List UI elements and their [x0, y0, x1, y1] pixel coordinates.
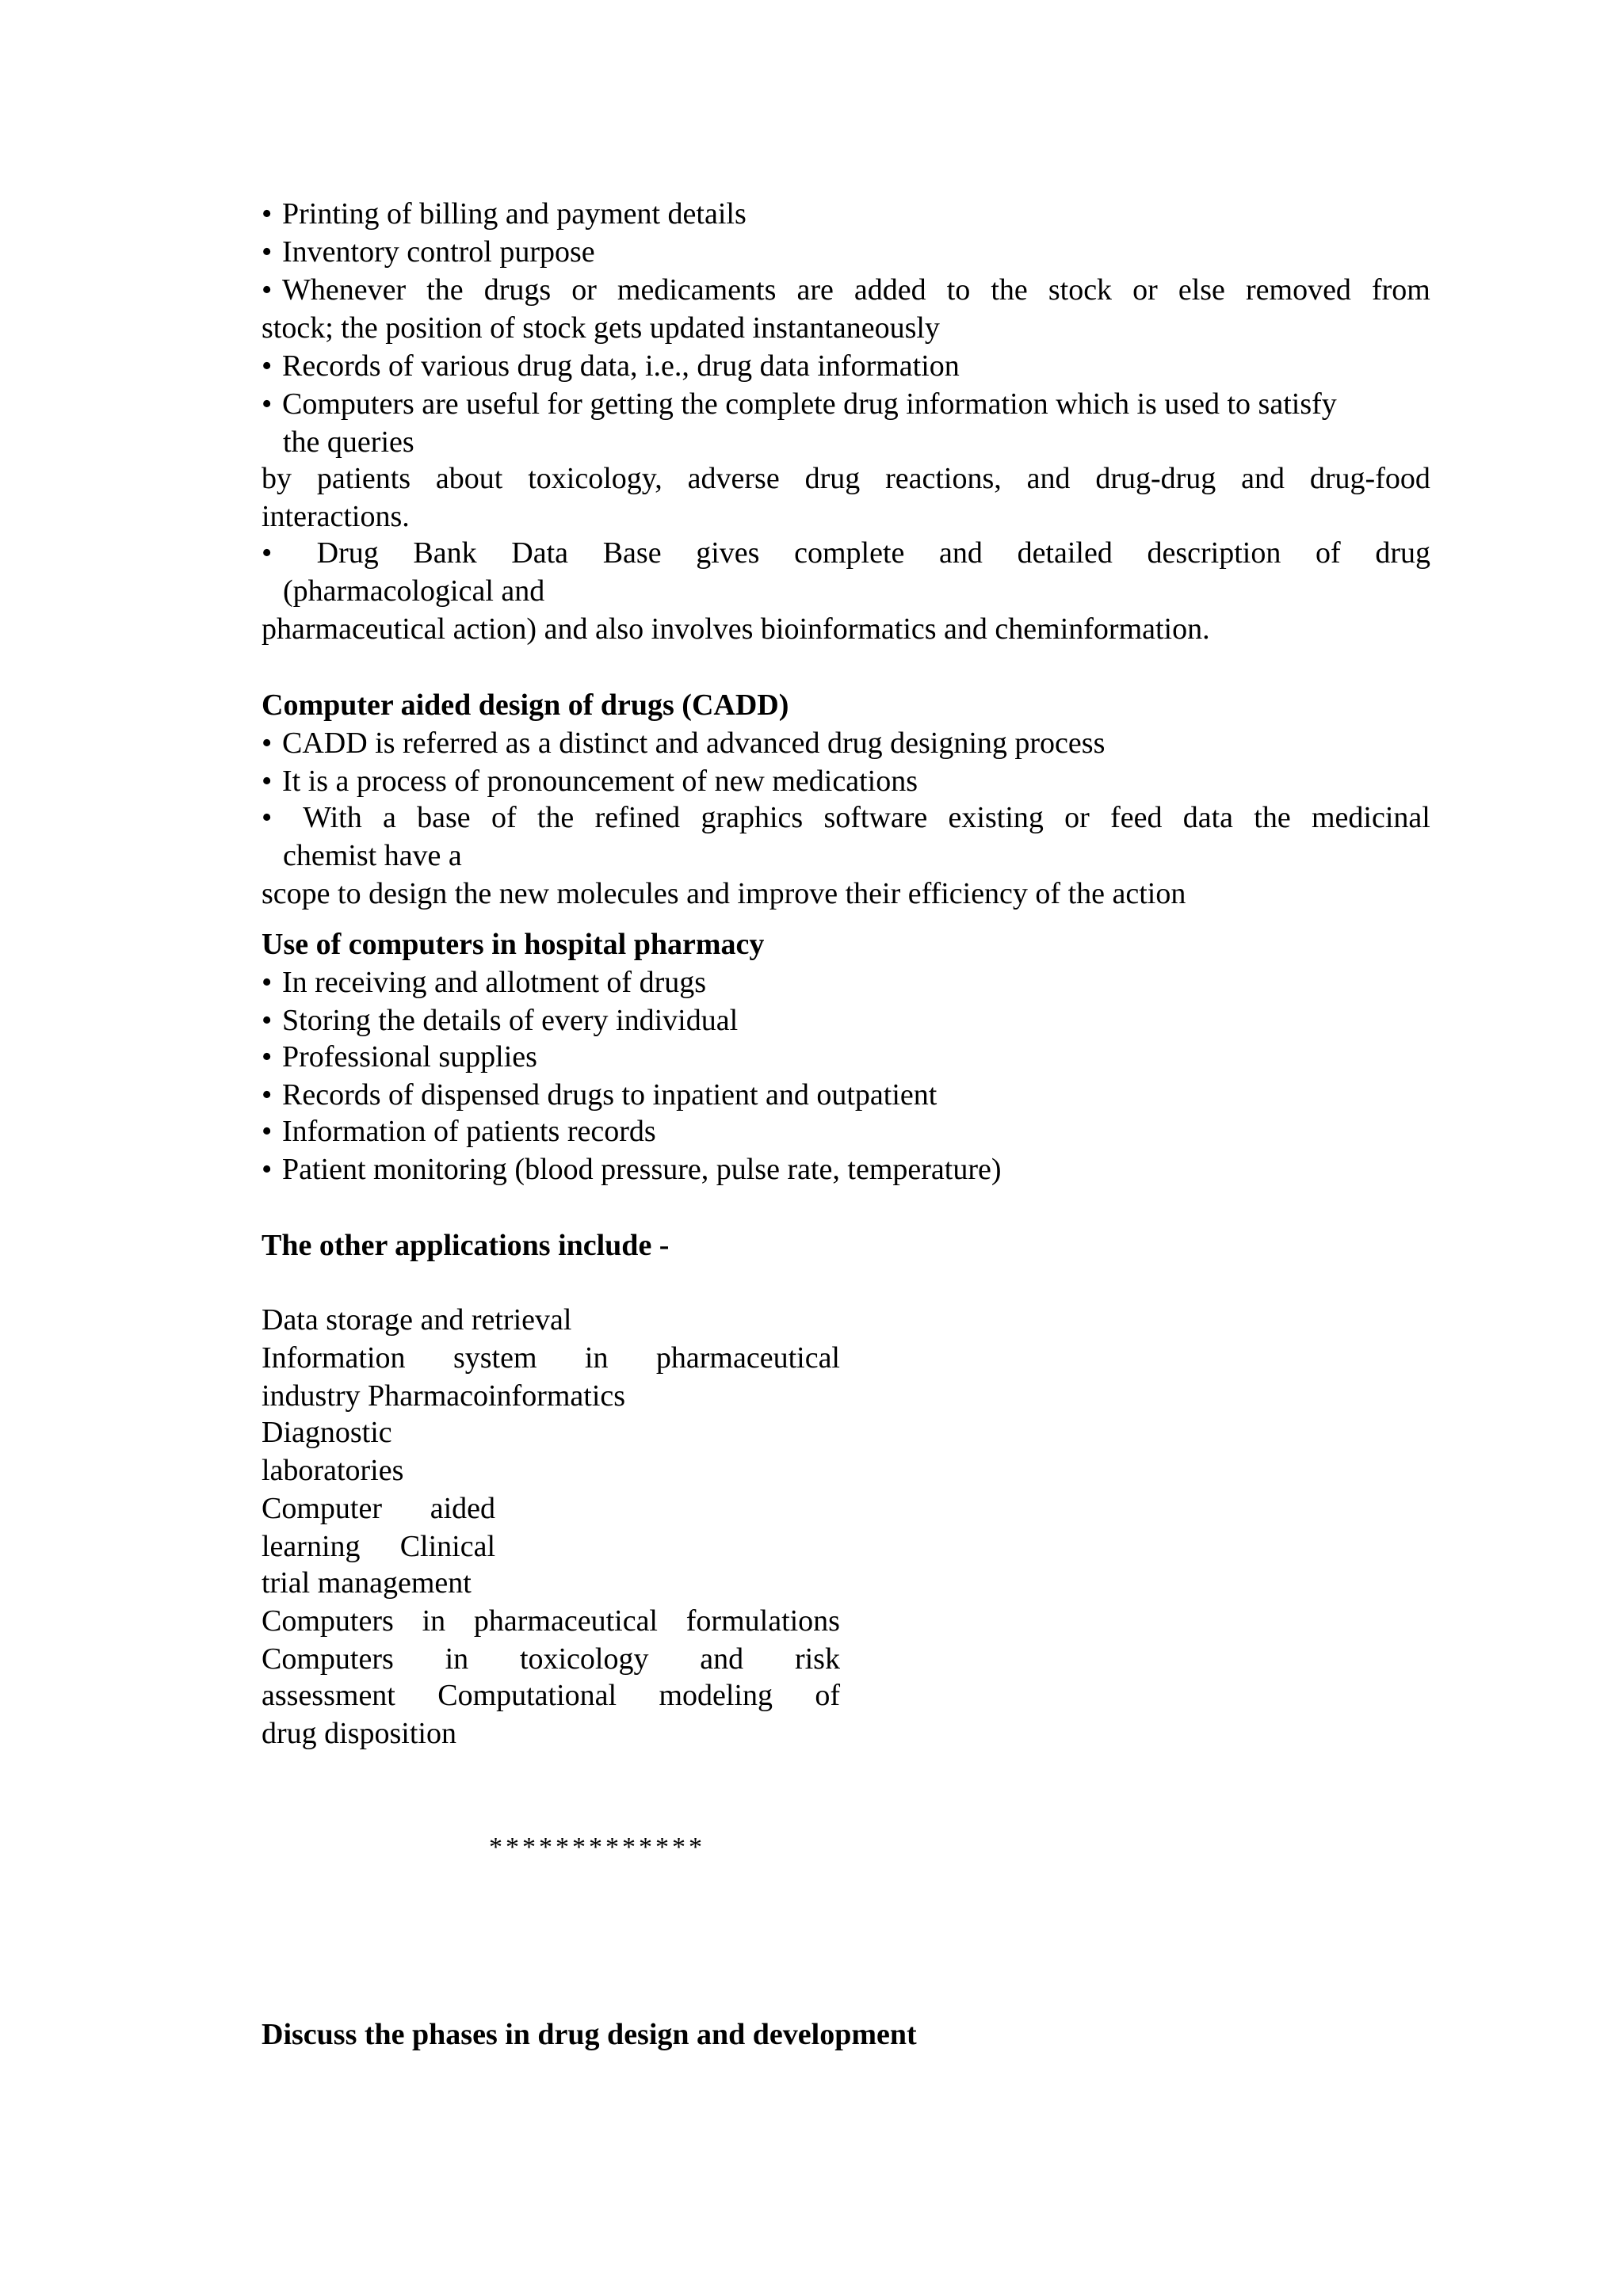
list-item-text: CADD is referred as a distinct and advanced drug designing process — [282, 727, 1106, 760]
word: or — [1132, 273, 1158, 307]
word: risk — [794, 1642, 840, 1676]
bullet-icon: • — [262, 235, 273, 269]
word: Computer — [262, 1492, 382, 1525]
list-item — [262, 235, 595, 269]
list-item-text: Computers are useful for getting the complete drug information which is used to satisfy — [282, 387, 1337, 421]
list-item — [262, 1114, 656, 1149]
bullet-icon: • — [262, 349, 273, 383]
word: in — [422, 1604, 446, 1638]
word: patients — [316, 462, 411, 495]
bullet-icon: • — [262, 1004, 273, 1037]
text-line: laboratories — [262, 1454, 404, 1487]
word: description — [1147, 536, 1281, 570]
word: Information — [262, 1341, 406, 1375]
separator: ************* — [489, 1833, 705, 1862]
bullet-icon: • — [262, 1078, 273, 1112]
word: in — [445, 1642, 469, 1676]
text-line: stock; the position of stock gets updated instantaneously — [262, 311, 940, 345]
text-line — [262, 1529, 495, 1564]
word: and — [1241, 462, 1285, 495]
word: medicaments — [617, 273, 777, 307]
word: detailed — [1017, 536, 1113, 570]
word: With — [303, 801, 362, 834]
section-heading: Discuss the phases in drug design and development — [262, 2018, 917, 2051]
word: the — [426, 273, 464, 307]
list-item — [262, 764, 918, 799]
list-item — [262, 1152, 1002, 1187]
word: drug — [1375, 536, 1430, 570]
word: Bank — [413, 536, 477, 570]
word: existing — [948, 801, 1044, 834]
word: modeling — [659, 1679, 773, 1712]
word: complete — [794, 536, 905, 570]
bullet-icon: • — [262, 966, 273, 999]
word: Computers — [262, 1604, 394, 1638]
word: adverse — [687, 462, 780, 495]
word: pharmaceutical — [655, 1341, 840, 1375]
bullet-icon: • — [262, 536, 273, 570]
word: Drug — [316, 536, 379, 570]
word: medicinal — [1311, 801, 1430, 834]
word: and — [1026, 462, 1071, 495]
bullet-icon: • — [262, 387, 273, 421]
word: the — [537, 801, 575, 834]
text-line: scope to design the new molecules and improve their efficiency of the action — [262, 877, 1186, 910]
word: Computers — [262, 1642, 394, 1676]
word: aided — [430, 1492, 495, 1525]
word: stock — [1048, 273, 1113, 307]
section-heading: Computer aided design of drugs (CADD) — [262, 688, 789, 722]
text-line: chemist have a — [283, 839, 462, 872]
list-item — [262, 965, 706, 1000]
word: the — [1254, 801, 1291, 834]
list-item-text: Inventory control purpose — [282, 235, 595, 269]
list-item — [262, 1077, 937, 1112]
list-item-text: Printing of billing and payment details — [282, 197, 747, 231]
list-item-text: Patient monitoring (blood pressure, pulse rate, temperature) — [282, 1153, 1002, 1186]
word: drug-food — [1309, 462, 1430, 495]
word: and — [939, 536, 983, 570]
list-item-text: Records of dispensed drugs to inpatient and outpatient — [282, 1078, 938, 1112]
text-line: (pharmacological and — [283, 574, 545, 608]
section-heading: Use of computers in hospital pharmacy — [262, 928, 765, 961]
word: added — [854, 273, 926, 307]
word: Base — [602, 536, 662, 570]
word: feed — [1110, 801, 1163, 834]
list-item — [262, 726, 1105, 761]
text-line: pharmaceutical action) and also involves bioinformatics and cheminformation. — [262, 612, 1210, 646]
list-item-text — [282, 273, 1430, 307]
text-line — [262, 1491, 495, 1526]
word: formulations — [685, 1604, 840, 1638]
bullet-icon: • — [262, 765, 273, 798]
word: about — [435, 462, 503, 495]
list-item-text: It is a process of pronouncement of new medications — [282, 765, 918, 798]
list-item — [262, 1039, 537, 1074]
word: in — [584, 1341, 609, 1375]
list-item — [262, 196, 747, 231]
word: by — [262, 462, 292, 495]
list-item-text: In receiving and allotment of drugs — [282, 966, 707, 999]
text-line: drug disposition — [262, 1717, 456, 1750]
bullet-icon: • — [262, 1040, 273, 1074]
word: of — [491, 801, 517, 834]
text-line — [262, 1604, 840, 1638]
list-item-text: Records of various drug data, i.e., drug data information — [282, 349, 960, 383]
section-heading: The other applications include - — [262, 1229, 670, 1262]
list-item-text: Information of patients records — [282, 1115, 656, 1148]
word: pharmaceutical — [473, 1604, 658, 1638]
word: gives — [696, 536, 760, 570]
word: the — [991, 273, 1028, 307]
list-item — [262, 800, 1430, 835]
bullet-icon: • — [262, 1153, 273, 1186]
word: learning — [262, 1530, 361, 1563]
text-line: the queries — [283, 425, 414, 459]
word: Clinical — [399, 1530, 495, 1563]
text-line: Diagnostic — [262, 1416, 392, 1449]
word: drug-drug — [1095, 462, 1216, 495]
bullet-icon: • — [262, 727, 273, 760]
word: a — [383, 801, 396, 834]
word: and — [700, 1642, 744, 1676]
bullet-icon: • — [262, 197, 273, 231]
word: toxicology, — [528, 462, 663, 495]
text-line — [262, 1678, 840, 1713]
word: system — [453, 1341, 537, 1375]
word: from — [1372, 273, 1430, 307]
word: or — [571, 273, 597, 307]
text-line: industry Pharmacoinformatics — [262, 1379, 626, 1413]
word: removed — [1245, 273, 1351, 307]
word: of — [1316, 536, 1341, 570]
bullet-icon: • — [262, 273, 273, 307]
word: drugs — [483, 273, 552, 307]
word: drug — [804, 462, 861, 495]
list-item — [262, 273, 1430, 307]
list-item — [262, 1003, 738, 1038]
list-item-text: Professional supplies — [282, 1040, 537, 1074]
word: graphics — [701, 801, 804, 834]
list-item-text: Storing the details of every individual — [282, 1004, 739, 1037]
word: refined — [594, 801, 681, 834]
word: assessment — [262, 1679, 395, 1712]
word: base — [417, 801, 471, 834]
text-line — [262, 1642, 840, 1676]
word: data — [1182, 801, 1234, 834]
list-item — [262, 349, 960, 383]
list-item — [262, 387, 1337, 421]
text-line: trial management — [262, 1566, 472, 1600]
word: Data — [511, 536, 569, 570]
bullet-icon: • — [262, 1115, 273, 1148]
word: toxicology — [519, 1642, 649, 1676]
list-item — [262, 536, 1430, 570]
word: are — [796, 273, 834, 307]
word: Computational — [437, 1679, 617, 1712]
text-line: Data storage and retrieval — [262, 1303, 572, 1337]
word: reactions, — [885, 462, 1002, 495]
word: software — [823, 801, 928, 834]
text-line — [262, 461, 1430, 496]
bullet-icon: • — [262, 801, 273, 834]
word: or — [1064, 801, 1090, 834]
word: Whenever — [282, 273, 407, 307]
word: else — [1178, 273, 1225, 307]
text-line — [262, 1341, 840, 1375]
text-line: interactions. — [262, 500, 410, 533]
word: to — [946, 273, 971, 307]
word: of — [815, 1679, 840, 1712]
